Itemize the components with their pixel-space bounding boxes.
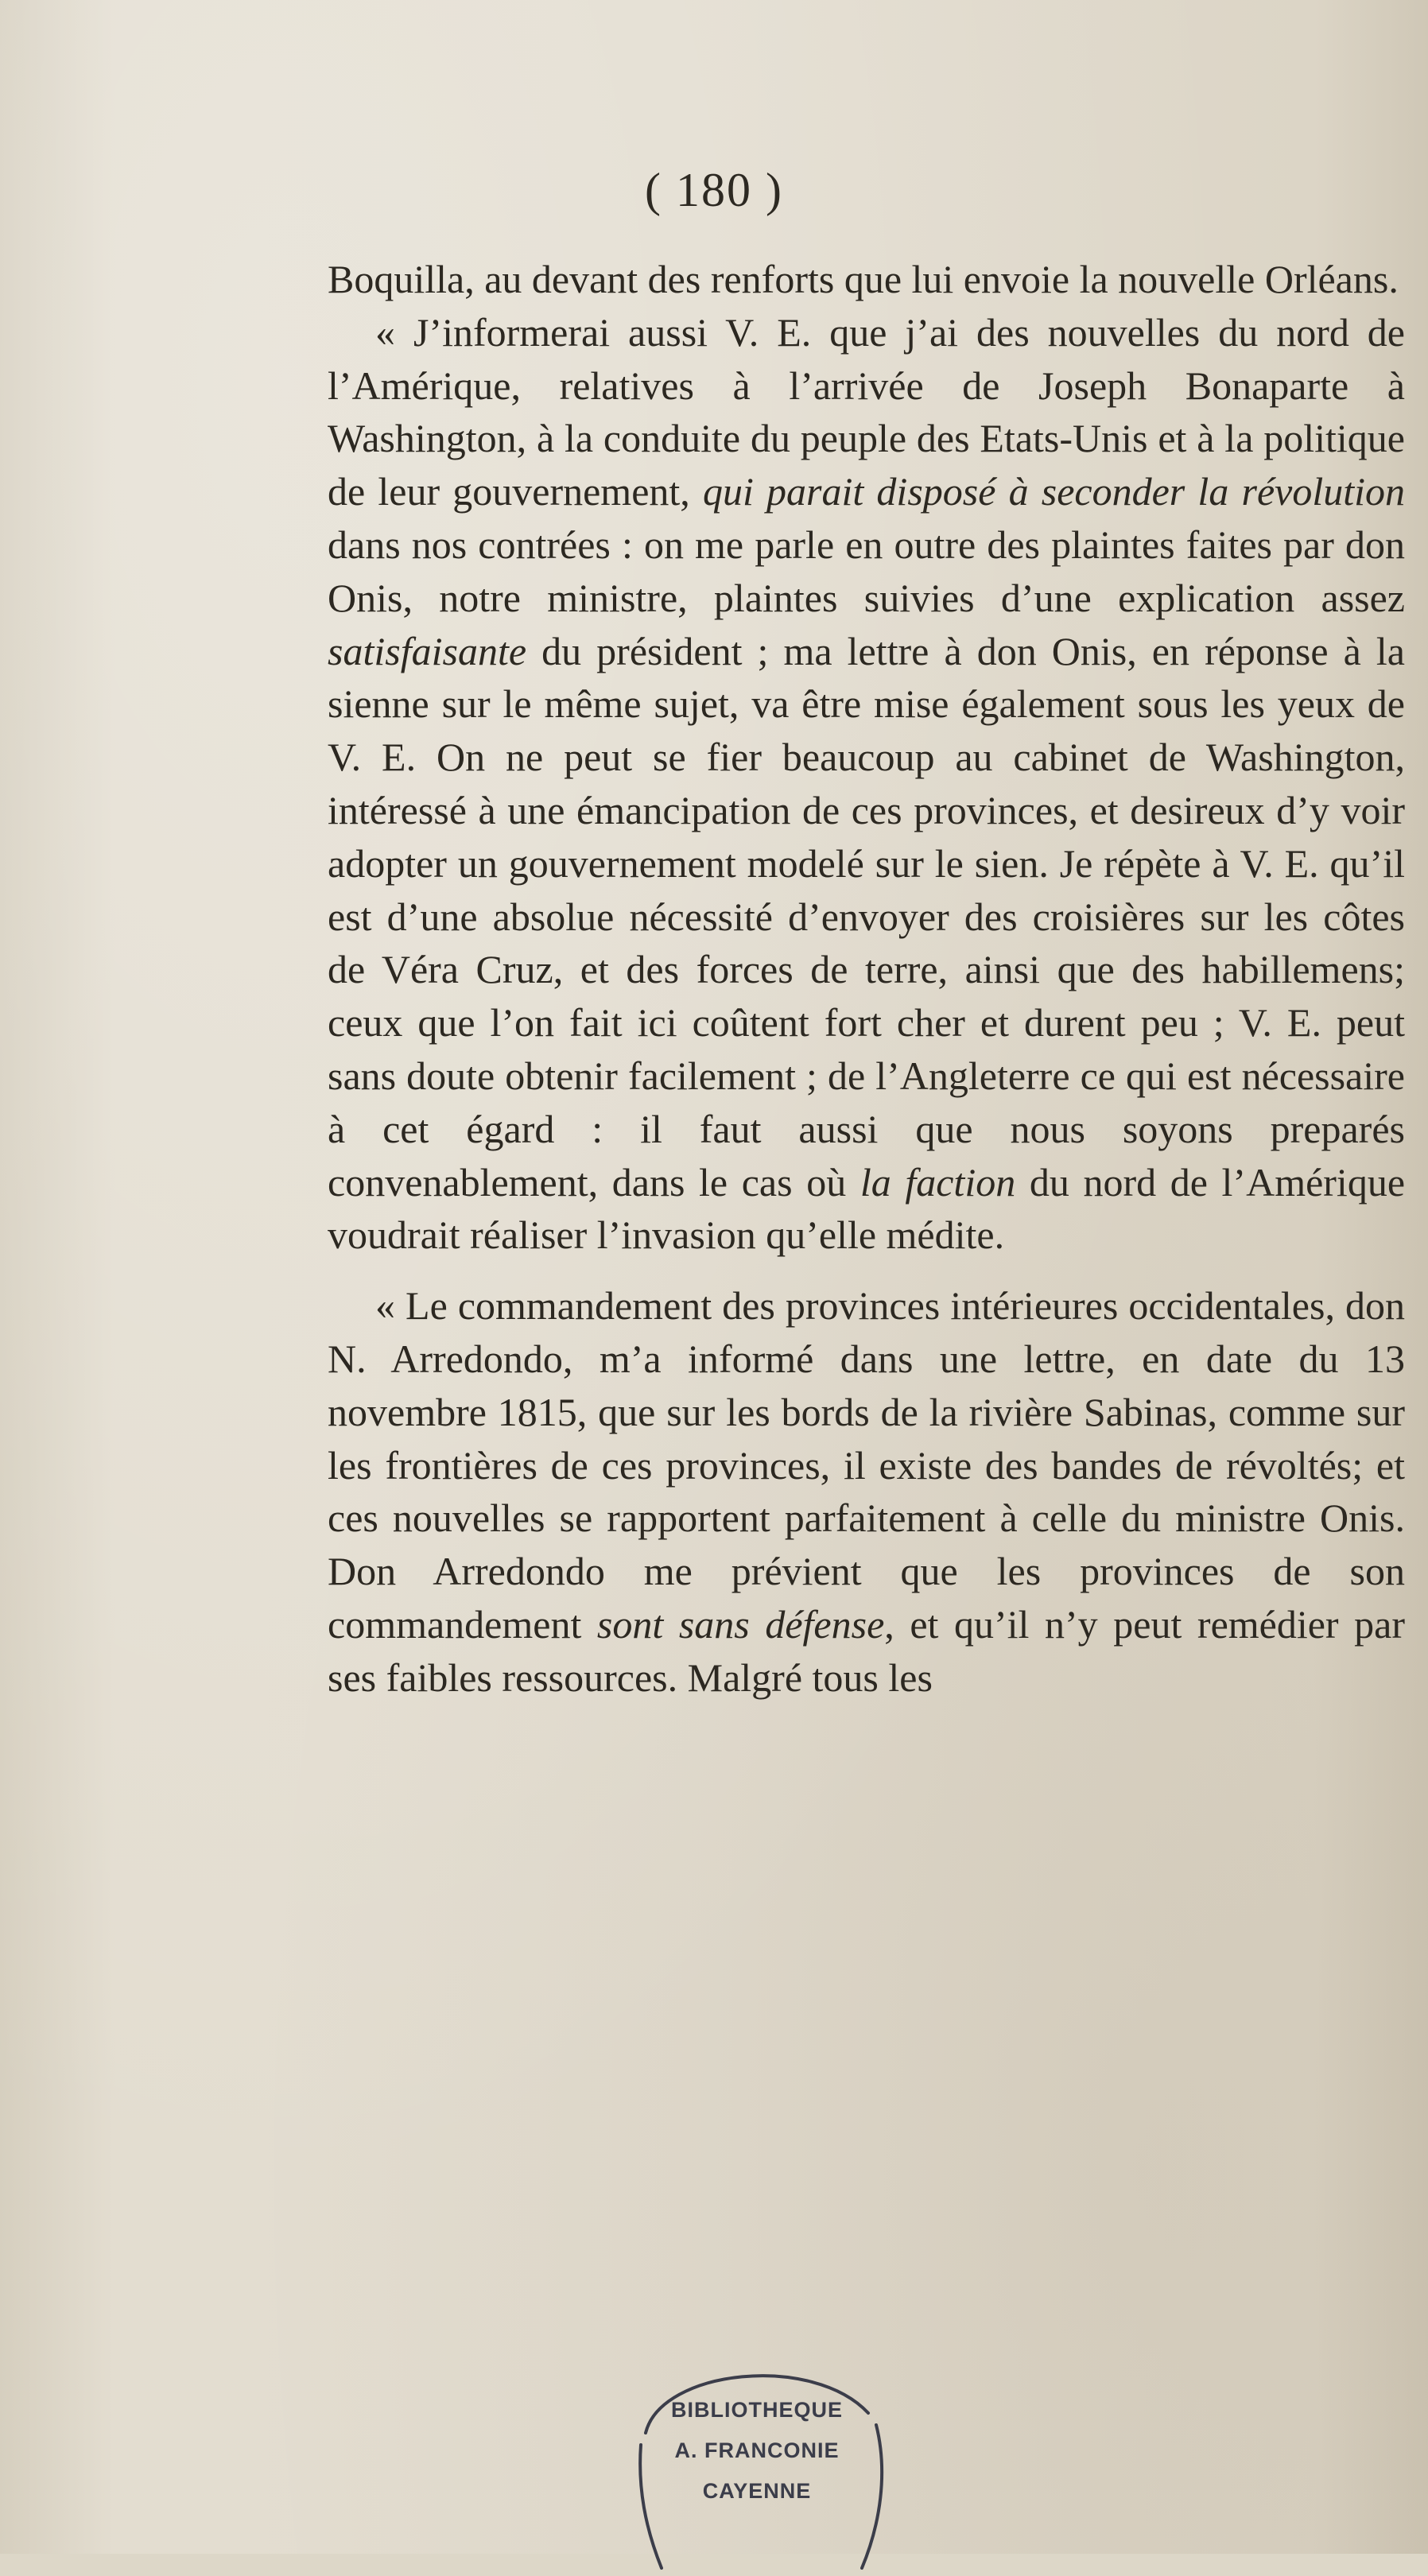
text-run: « Le commandement des provinces intérieures occidentales, don N. Arredondo, m’a informé dans une lettre, en date du 13 novembre 1815, que sur les bords de la rivière Sabinas, comme sur les frontières de ces provinces, il existe des bandes de révoltés; et ces nouvelles se rapportent parfaitement à celle du ministre Onis. Don Arredondo me prévient que les provinces de son commandement	[328, 1283, 1405, 1647]
stamp-line-1: BIBLIOTHEQUE	[670, 2398, 843, 2422]
page-number: ( 180 )	[645, 164, 783, 216]
paragraph-2	[328, 306, 1405, 1262]
text-run: du nord de l’Amérique voudrait réaliser l’invasion qu’elle médite.	[328, 1159, 1406, 1258]
text-run: dans nos contrées : on me parle en outre des plaintes faites par don Onis, notre ministre, plaintes suivies d’une explication assez	[328, 522, 1405, 620]
stamp-line-2: A. FRANCONIE	[674, 2438, 840, 2462]
library-stamp	[614, 2337, 900, 2576]
text-run: , et qu’il n’y peut remédier par ses faibles ressources. Malgré tous les	[328, 1601, 1405, 1700]
italic-phrase: la faction	[860, 1159, 1016, 1205]
body-text	[328, 253, 1405, 1705]
italic-phrase: sont sans défense	[596, 1601, 885, 1647]
text-run: du président ; ma lettre à don Onis, en réponse à la sienne sur le même sujet, va être mise également sous les yeux de V. E. On ne peut se fier beaucoup au cabinet de Washington, intéressé à une émancipation de ces provinces, et desireux d’y voir adopter un gouvernement modelé sur le sien. Je répète à V. E. qu’il est d’une absolue nécessité d’envoyer des croisières sur les côtes de Véra Cruz, et des forces de terre, ainsi que des habillemens; ceux que l’on fait ici coûtent fort cher et durent peu ; V. E. peut sans doute obtenir facilement ; de l’Angleterre ce qui est nécessaire à cet égard : il faut aussi que nous soyons preparés convenablement, dans le cas où	[328, 628, 1405, 1205]
text-run: Boquilla, au devant des renforts que lui envoie la nouvelle Orléans.	[328, 257, 1399, 301]
text-run: « J’informerai aussi V. E. que j’ai des nouvelles du nord de l’Amérique, relatives à l’arrivée de Joseph Bonaparte à Washington, à la conduite du peuple des Etats-Unis et à la politique de leur gouvernement,	[328, 309, 1405, 514]
italic-phrase: qui parait disposé à seconder la révolution	[702, 469, 1405, 514]
italic-phrase: satisfaisante	[328, 628, 527, 673]
paragraph-3	[328, 1279, 1405, 1704]
stamp-line-3: CAYENNE	[702, 2479, 812, 2503]
paragraph-1	[328, 253, 1405, 306]
